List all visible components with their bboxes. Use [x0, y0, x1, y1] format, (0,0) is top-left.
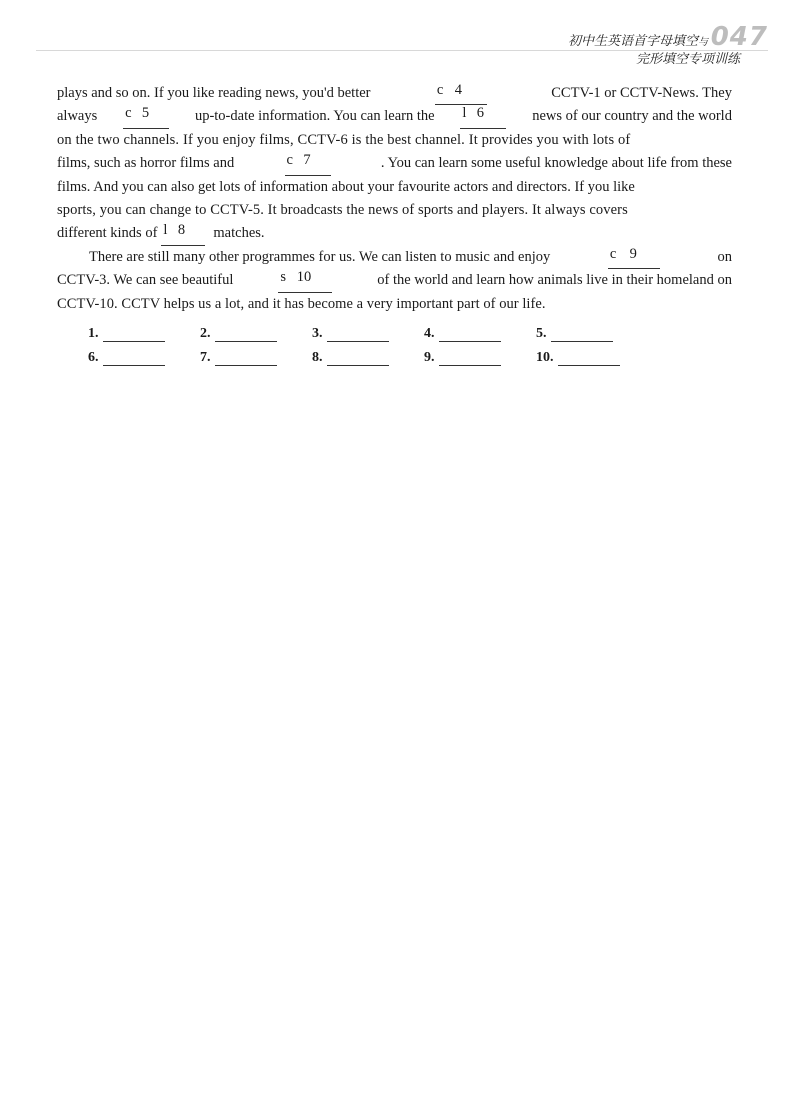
answer-item	[88, 318, 200, 342]
blank-5	[123, 105, 169, 128]
blank-8	[161, 222, 205, 245]
answer-blank[interactable]	[439, 327, 501, 342]
blank-letter: c	[609, 245, 617, 262]
passage-line	[57, 222, 732, 245]
answer-label: 4.	[424, 326, 435, 341]
answer-label: 1.	[88, 326, 99, 341]
blank-number: 5	[141, 105, 150, 122]
answer-blank[interactable]	[215, 351, 277, 366]
answer-blank[interactable]	[215, 327, 277, 342]
blank-number: 8	[177, 222, 186, 239]
blank-number: 4	[454, 82, 462, 98]
answer-blank[interactable]	[327, 327, 389, 342]
answer-row	[88, 318, 648, 342]
answer-label: 7.	[200, 350, 211, 365]
series-title-connector: 与	[698, 37, 708, 48]
passage-text: sports, you can change to CCTV-5. It broadcasts the news of sports and players. It always covers	[57, 201, 628, 218]
answer-label: 10.	[536, 350, 554, 365]
answer-sheet	[88, 318, 648, 366]
answer-label: 2.	[200, 326, 211, 341]
answer-label: 3.	[312, 326, 323, 341]
passage-line	[57, 199, 732, 222]
blank-letter: s	[280, 269, 286, 286]
blank-6	[460, 105, 506, 128]
blank-letter: c	[436, 82, 444, 98]
blank-10	[278, 269, 332, 292]
answer-blank[interactable]	[103, 351, 165, 366]
answer-blank[interactable]	[551, 327, 613, 342]
blank-number: 7	[303, 152, 311, 169]
passage-line	[57, 152, 732, 175]
answer-item	[88, 342, 200, 366]
answer-item	[424, 342, 536, 366]
answer-item	[312, 318, 424, 342]
passage-line	[57, 176, 732, 199]
passage-text: films. And you can also get lots of information about your favourite actors and directors. If you like	[57, 178, 635, 195]
passage-text: on the two channels. If you enjoy films, CCTV-6 is the best channel. It provides you with lots of	[57, 131, 631, 148]
passage-text: There are still many other programmes for us. We can listen to music and enjoy	[89, 248, 551, 265]
passage-text: matches.	[213, 225, 265, 242]
passage-line	[57, 293, 732, 316]
blank-letter: l	[462, 105, 467, 122]
answer-blank[interactable]	[558, 351, 620, 366]
passage-text: always	[57, 108, 98, 125]
passage-line	[57, 129, 732, 152]
blank-7	[285, 152, 331, 175]
passage-text: of the world and learn how animals live in their homeland on	[377, 272, 732, 289]
answer-item	[424, 318, 536, 342]
passage-text: CCTV-1 or CCTV-News. They	[551, 85, 732, 101]
series-title-line2: 完形填空专项训练	[635, 52, 740, 67]
answer-label: 5.	[536, 326, 547, 341]
series-title-text: 初中生英语首字母填空	[567, 34, 698, 49]
answer-row	[88, 342, 648, 366]
passage-line	[57, 82, 732, 105]
answer-item	[312, 342, 424, 366]
answer-item	[200, 342, 312, 366]
blank-letter: c	[286, 152, 293, 169]
page-header	[468, 22, 768, 66]
passage	[57, 82, 732, 316]
answer-blank[interactable]	[103, 327, 165, 342]
passage-text: up-to-date information. You can learn the	[194, 108, 435, 125]
page-number: 047	[710, 22, 768, 52]
blank-number: 9	[629, 245, 637, 262]
passage-text: different kinds of	[57, 225, 158, 242]
header-divider	[36, 50, 768, 51]
answer-blank[interactable]	[439, 351, 501, 366]
passage-line	[57, 105, 732, 128]
passage-text: on	[717, 248, 732, 265]
answer-label: 8.	[312, 350, 323, 365]
series-title-line1	[568, 30, 708, 49]
blank-letter: c	[125, 105, 132, 122]
passage-text: CCTV-10. CCTV helps us a lot, and it has become a very important part of our life.	[57, 295, 546, 312]
passage-line	[57, 269, 732, 292]
passage-text: . You can learn some useful knowledge about life from these	[380, 155, 732, 172]
passage-text: CCTV-3. We can see beautiful	[57, 272, 234, 289]
passage-line	[57, 246, 732, 269]
passage-text: films, such as horror films and	[57, 155, 235, 172]
passage-text: plays and so on. If you like reading news, you'd better	[57, 85, 371, 101]
blank-4	[435, 82, 487, 105]
blank-9	[608, 246, 660, 269]
answer-item	[200, 318, 312, 342]
answer-blank[interactable]	[327, 351, 389, 366]
blank-number: 10	[296, 269, 312, 286]
answer-item	[536, 318, 648, 342]
answer-label: 9.	[424, 350, 435, 365]
answer-label: 6.	[88, 350, 99, 365]
passage-text: news of our country and the world	[532, 108, 732, 125]
answer-item	[536, 342, 648, 366]
blank-letter: l	[163, 222, 168, 239]
blank-number: 6	[476, 105, 485, 122]
